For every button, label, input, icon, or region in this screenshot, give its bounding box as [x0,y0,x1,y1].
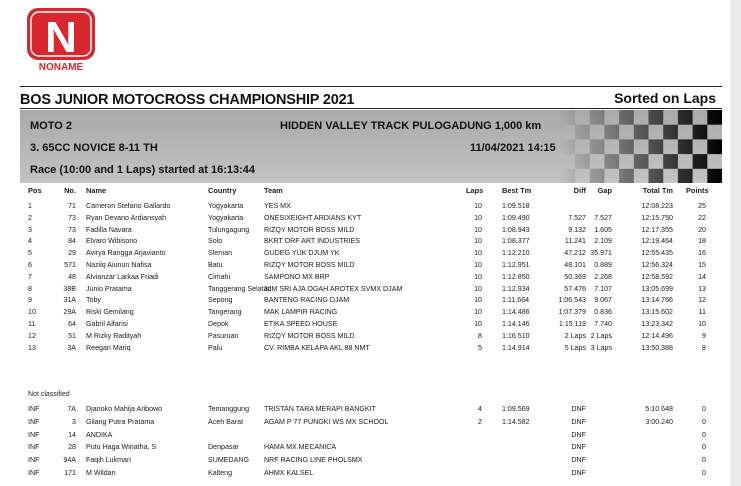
cell-team: ETIKA SPEED HOUSE [264,320,338,328]
cell-best: 1:08.377 [502,237,530,246]
cell-gap: 7.527 [594,213,612,222]
cell-name: Nazilq Aiunun Nafisa [86,261,152,269]
cell-team: BKRT ORF ART INDUSTRIES [264,237,361,246]
cell-no: 171 [64,469,76,477]
cell-laps: 10 [474,308,482,317]
cell-points: 12 [698,296,706,305]
cell-gap: 2.268 [594,272,612,281]
cell-pos: 3 [28,225,32,234]
cell-points: 0 [702,443,706,452]
col-total: Total Tm [642,186,673,195]
cell-no: 14 [68,430,76,439]
cell-gap: 2.109 [594,237,612,246]
cell-total: 12:15.750 [641,213,673,222]
cell-points: 8 [702,343,706,352]
cell-pos: INF [28,417,40,426]
cell-best: 1:09.490 [502,213,530,222]
cell-country: Palu [208,343,223,352]
cell-best: 1:08.943 [502,225,530,234]
cell-pos: 12 [28,331,36,340]
cell-points: 20 [698,225,706,234]
cell-diff: DNF [571,456,586,465]
table-row [0,431,730,442]
class-name: MOTO 2 [30,120,72,132]
cell-country: Tangerang [208,308,242,317]
cell-best: 1:09.569 [502,405,530,413]
cell-team: ONESIXEIGHT ARDIANS KYT [264,213,362,222]
cell-country: SUMEDANG [208,456,249,465]
cell-pos: 5 [28,249,32,258]
cell-total: 12:58.592 [641,272,673,281]
cell-points: 0 [702,405,706,413]
cell-laps: 10 [474,249,482,258]
col-country: Country [208,186,237,195]
table-row [0,202,730,213]
cell-total: 13:14.766 [641,296,673,305]
not-classified-label: Not classified [28,391,70,398]
cell-laps: 5 [478,343,482,352]
cell-team: MAK LAMPIR RACING [264,308,338,317]
cell-pos: 1 [28,202,32,210]
table-row [0,332,730,343]
cell-no: 29 [68,249,76,258]
col-best: Best Tm [502,186,532,195]
cell-country: Pasuruan [208,331,239,340]
cell-diff: DNF [571,469,586,477]
cell-total: 12:19.464 [641,237,673,246]
cell-team: RIZQY MOTOR BOSS MILD [264,331,355,340]
svg-text:NONAME: NONAME [38,62,84,73]
table-row [0,273,730,284]
cell-diff: 50.369 [564,272,586,281]
cell-no: 29A [63,308,76,317]
cell-country: Cimahi [208,272,231,281]
cell-total: 12:08.223 [641,202,673,210]
cell-country: Yogyakarta [208,213,244,222]
table-row [0,443,730,454]
cell-gap: 2 Laps [590,331,612,340]
cell-no: 94A [63,456,76,465]
cell-total: 13:05.699 [641,284,673,293]
cell-no: 64 [68,320,76,328]
cell-country: Aceh Barat [208,417,244,426]
cell-points: 14 [698,272,706,281]
cell-diff: 48.101 [564,261,586,269]
cell-diff: 1:06.543 [558,296,586,305]
col-pos: Pos [28,186,42,195]
cell-name: Reegan Mariq [86,343,131,352]
cell-pos: 2 [28,213,32,222]
cell-points: 22 [698,213,706,222]
cell-name: ANDIKA [86,430,113,439]
col-team: Team [264,186,283,195]
cell-no: 73 [68,225,76,234]
cell-laps: 2 [478,417,482,426]
cell-points: 0 [702,430,706,439]
cell-team: NRF RACING LINE PHOLSMX [264,456,363,465]
cell-team: RIZQY MOTOR BOSS MILD [264,261,355,269]
cell-no: 48 [68,272,76,281]
cell-best: 1:14.486 [502,308,530,317]
cell-name: Avirya Rangga Arjavianto [86,249,166,258]
col-no: No. [64,186,76,195]
cell-country: Solo [208,237,223,246]
cell-pos: 4 [28,237,32,246]
noname-logo [26,7,96,72]
cell-best: 1:12.210 [502,249,530,258]
cell-team: HAMA MX MECANICA [264,443,337,452]
cell-laps: 10 [474,225,482,234]
table-row [0,237,730,248]
cell-laps: 10 [474,237,482,246]
table-row [0,405,730,416]
cell-no: 73 [68,213,76,222]
table-row [0,469,730,480]
cell-team: AHMX KALSEL [264,469,314,477]
cell-no: 51 [68,331,76,340]
cell-team: BANTENG RACING DJAM [264,296,350,305]
cell-team: CV. RIMBA KELAPA AKL 88 NMT [264,343,370,352]
cell-name: Elvaro Wibisono [86,237,138,246]
cell-team: SAMPONO MX BRP [264,272,330,281]
col-laps: Laps [466,186,484,195]
cell-diff: 1:15.119 [558,320,586,328]
cell-points: 15 [698,261,706,269]
cell-team: TRISTAN TARA MERAPI BANGKIT [264,405,376,413]
cell-team: 3JM SRI AJA OGAH AROTEX SVMX DJAM [264,284,403,293]
cell-best: 1:14.582 [502,417,530,426]
cell-best: 1:14.146 [502,320,530,328]
cell-gap: 7.740 [594,320,612,328]
cell-points: 11 [698,308,706,317]
cell-diff: 47.212 [564,249,586,258]
cell-name: Toby [86,296,101,305]
cell-best: 1:12.934 [502,284,530,293]
cell-country: Tanggerang Selatan [208,284,272,293]
cell-country: Yogyakarta [208,202,244,210]
cell-laps: 10 [474,296,482,305]
cell-country: Denpasar [208,443,239,452]
cell-pos: 6 [28,261,32,269]
category-name: 3. 65CC NOVICE 8-11 TH [30,142,158,154]
cell-gap: 9.067 [594,296,612,305]
race-info: Race (10:00 and 1 Laps) started at 16:13:44 [30,164,255,176]
cell-name: Riski Gemilang [86,308,134,317]
cell-best: 1:09.518 [502,202,530,210]
cell-points: 0 [702,456,706,465]
table-row [0,214,730,225]
cell-total: 12:55.435 [641,249,673,258]
cell-country: Kalteng [208,469,233,477]
cell-name: Alvianzar Larkaa Friadi [86,272,159,281]
cell-gap: 3 Laps [590,343,612,352]
cell-pos: INF [28,456,40,465]
cell-gap: 0.889 [594,261,612,269]
cell-pos: INF [28,405,40,413]
cell-total: 13:15.602 [641,308,673,317]
cell-total: 12:56.324 [641,261,673,269]
cell-gap: 7.107 [594,284,612,293]
cell-pos: INF [28,469,40,477]
svg-text:N: N [45,13,77,62]
cell-gap: 35.971 [590,249,612,258]
cell-best: 1:12.850 [502,272,530,281]
cell-laps: 8 [478,331,482,340]
cell-name: Ryan Devano Ardiansyah [86,213,167,222]
cell-no: 38B [63,284,76,293]
cell-country: Batu [208,261,223,269]
cell-total: 12:17.355 [641,225,673,234]
cell-diff: 7.527 [568,213,586,222]
cell-pos: 7 [28,272,32,281]
cell-name: M Rizky Radityah [86,331,142,340]
col-gap: Gap [597,186,612,195]
cell-diff: DNF [571,405,586,413]
cell-points: 18 [698,237,706,246]
table-row [0,249,730,260]
cell-pos: INF [28,430,40,439]
cell-name: Gilang Putra Pratama [86,417,155,426]
cell-diff: DNF [571,417,586,426]
cell-total: 5:10.648 [645,405,673,413]
cell-no: 571 [64,261,76,269]
cell-gap: 0.836 [594,308,612,317]
cell-best: 1:11.664 [502,296,530,305]
cell-laps: 4 [478,405,482,413]
checkered-flag-icon [560,110,722,183]
table-row [0,344,730,355]
cell-team: YES MX [264,202,291,210]
cell-no: 3A [67,343,76,352]
table-row [0,308,730,319]
sort-label: Sorted on Laps [614,90,716,106]
cell-diff: 11.241 [564,237,586,246]
cell-gap: 1.605 [594,225,612,234]
cell-laps: 10 [474,202,482,210]
table-row [0,418,730,429]
cell-points: 9 [702,331,706,340]
cell-name: M Wildan [86,469,116,477]
cell-laps: 10 [474,320,482,328]
cell-diff: 5 Laps [564,343,586,352]
cell-name: Faqih Lukman [86,456,131,465]
cell-best: 1:16.510 [502,331,530,340]
cell-name: Gabril Alfarisi [86,320,128,328]
cell-diff: 2 Laps [564,331,586,340]
event-info-band [20,110,722,183]
cell-country: Tulungagung [208,225,250,234]
col-name: Name [86,186,107,195]
cell-no: 28 [68,443,76,452]
cell-no: 84 [68,237,76,246]
header-bottom-rule [20,108,722,109]
cell-diff: DNF [571,430,586,439]
cell-laps: 10 [474,261,482,269]
cell-best: 1:14.914 [502,343,530,352]
cell-country: Depok [208,320,229,328]
cell-laps: 10 [474,213,482,222]
cell-team: RIZQY MOTOR BOSS MILD [264,225,355,234]
cell-no: 7A [67,405,76,413]
cell-diff: 1:07.379 [558,308,586,317]
cell-points: 25 [698,202,706,210]
cell-name: Cameron Stefano Gallardo [86,202,171,210]
cell-team: GUDEG YUK DJUM YK [264,249,340,258]
cell-name: Djanoko Mahija Aribowo [86,405,163,413]
cell-pos: 9 [28,296,32,305]
cell-points: 10 [698,320,706,328]
cell-name: Putu Haga Winatha, S [86,443,157,452]
table-row [0,320,730,331]
col-diff: Diff [573,186,586,195]
table-row [0,285,730,296]
cell-best: 1:12.951 [502,261,530,269]
results-table-header [0,186,730,198]
cell-no: 31A [63,296,76,305]
cell-name: Junio Pratama [86,284,132,293]
cell-diff: 57.476 [564,284,586,293]
cell-points: 0 [702,469,706,477]
cell-total: 13:50.388 [641,343,673,352]
cell-diff: 9.132 [568,225,586,234]
cell-total: 3:00.240 [645,417,673,426]
cell-points: 16 [698,249,706,258]
table-row [0,456,730,467]
cell-laps: 10 [474,272,482,281]
cell-pos: 11 [28,320,36,328]
table-row [0,226,730,237]
track-name: HIDDEN VALLEY TRACK PULOGADUNG 1,000 km [280,120,542,132]
col-points: Points [686,186,709,195]
cell-pos: 10 [28,308,36,317]
cell-total: 13:23.342 [641,320,673,328]
cell-points: 0 [702,417,706,426]
cell-no: 71 [68,202,76,210]
cell-country: Sleman [208,249,233,258]
cell-pos: 8 [28,284,32,293]
header-top-rule [20,86,722,87]
cell-pos: 13 [28,343,36,352]
cell-team: AGAM P 77 PUNGKI WS MX SCHOOL [264,417,389,426]
cell-diff: DNF [571,443,586,452]
cell-country: Temanggung [208,405,250,413]
cell-name: Fadilla Navara [86,225,132,234]
cell-no: 3 [72,417,76,426]
cell-laps: 10 [474,284,482,293]
table-row [0,296,730,307]
championship-title: BOS JUNIOR MOTOCROSS CHAMPIONSHIP 2021 [20,92,355,108]
cell-country: Sepong [208,296,233,305]
event-date: 11/04/2021 14:15 [470,142,556,154]
cell-pos: INF [28,443,40,452]
cell-total: 12:14.496 [641,331,673,340]
cell-points: 13 [698,284,706,293]
table-row [0,261,730,272]
